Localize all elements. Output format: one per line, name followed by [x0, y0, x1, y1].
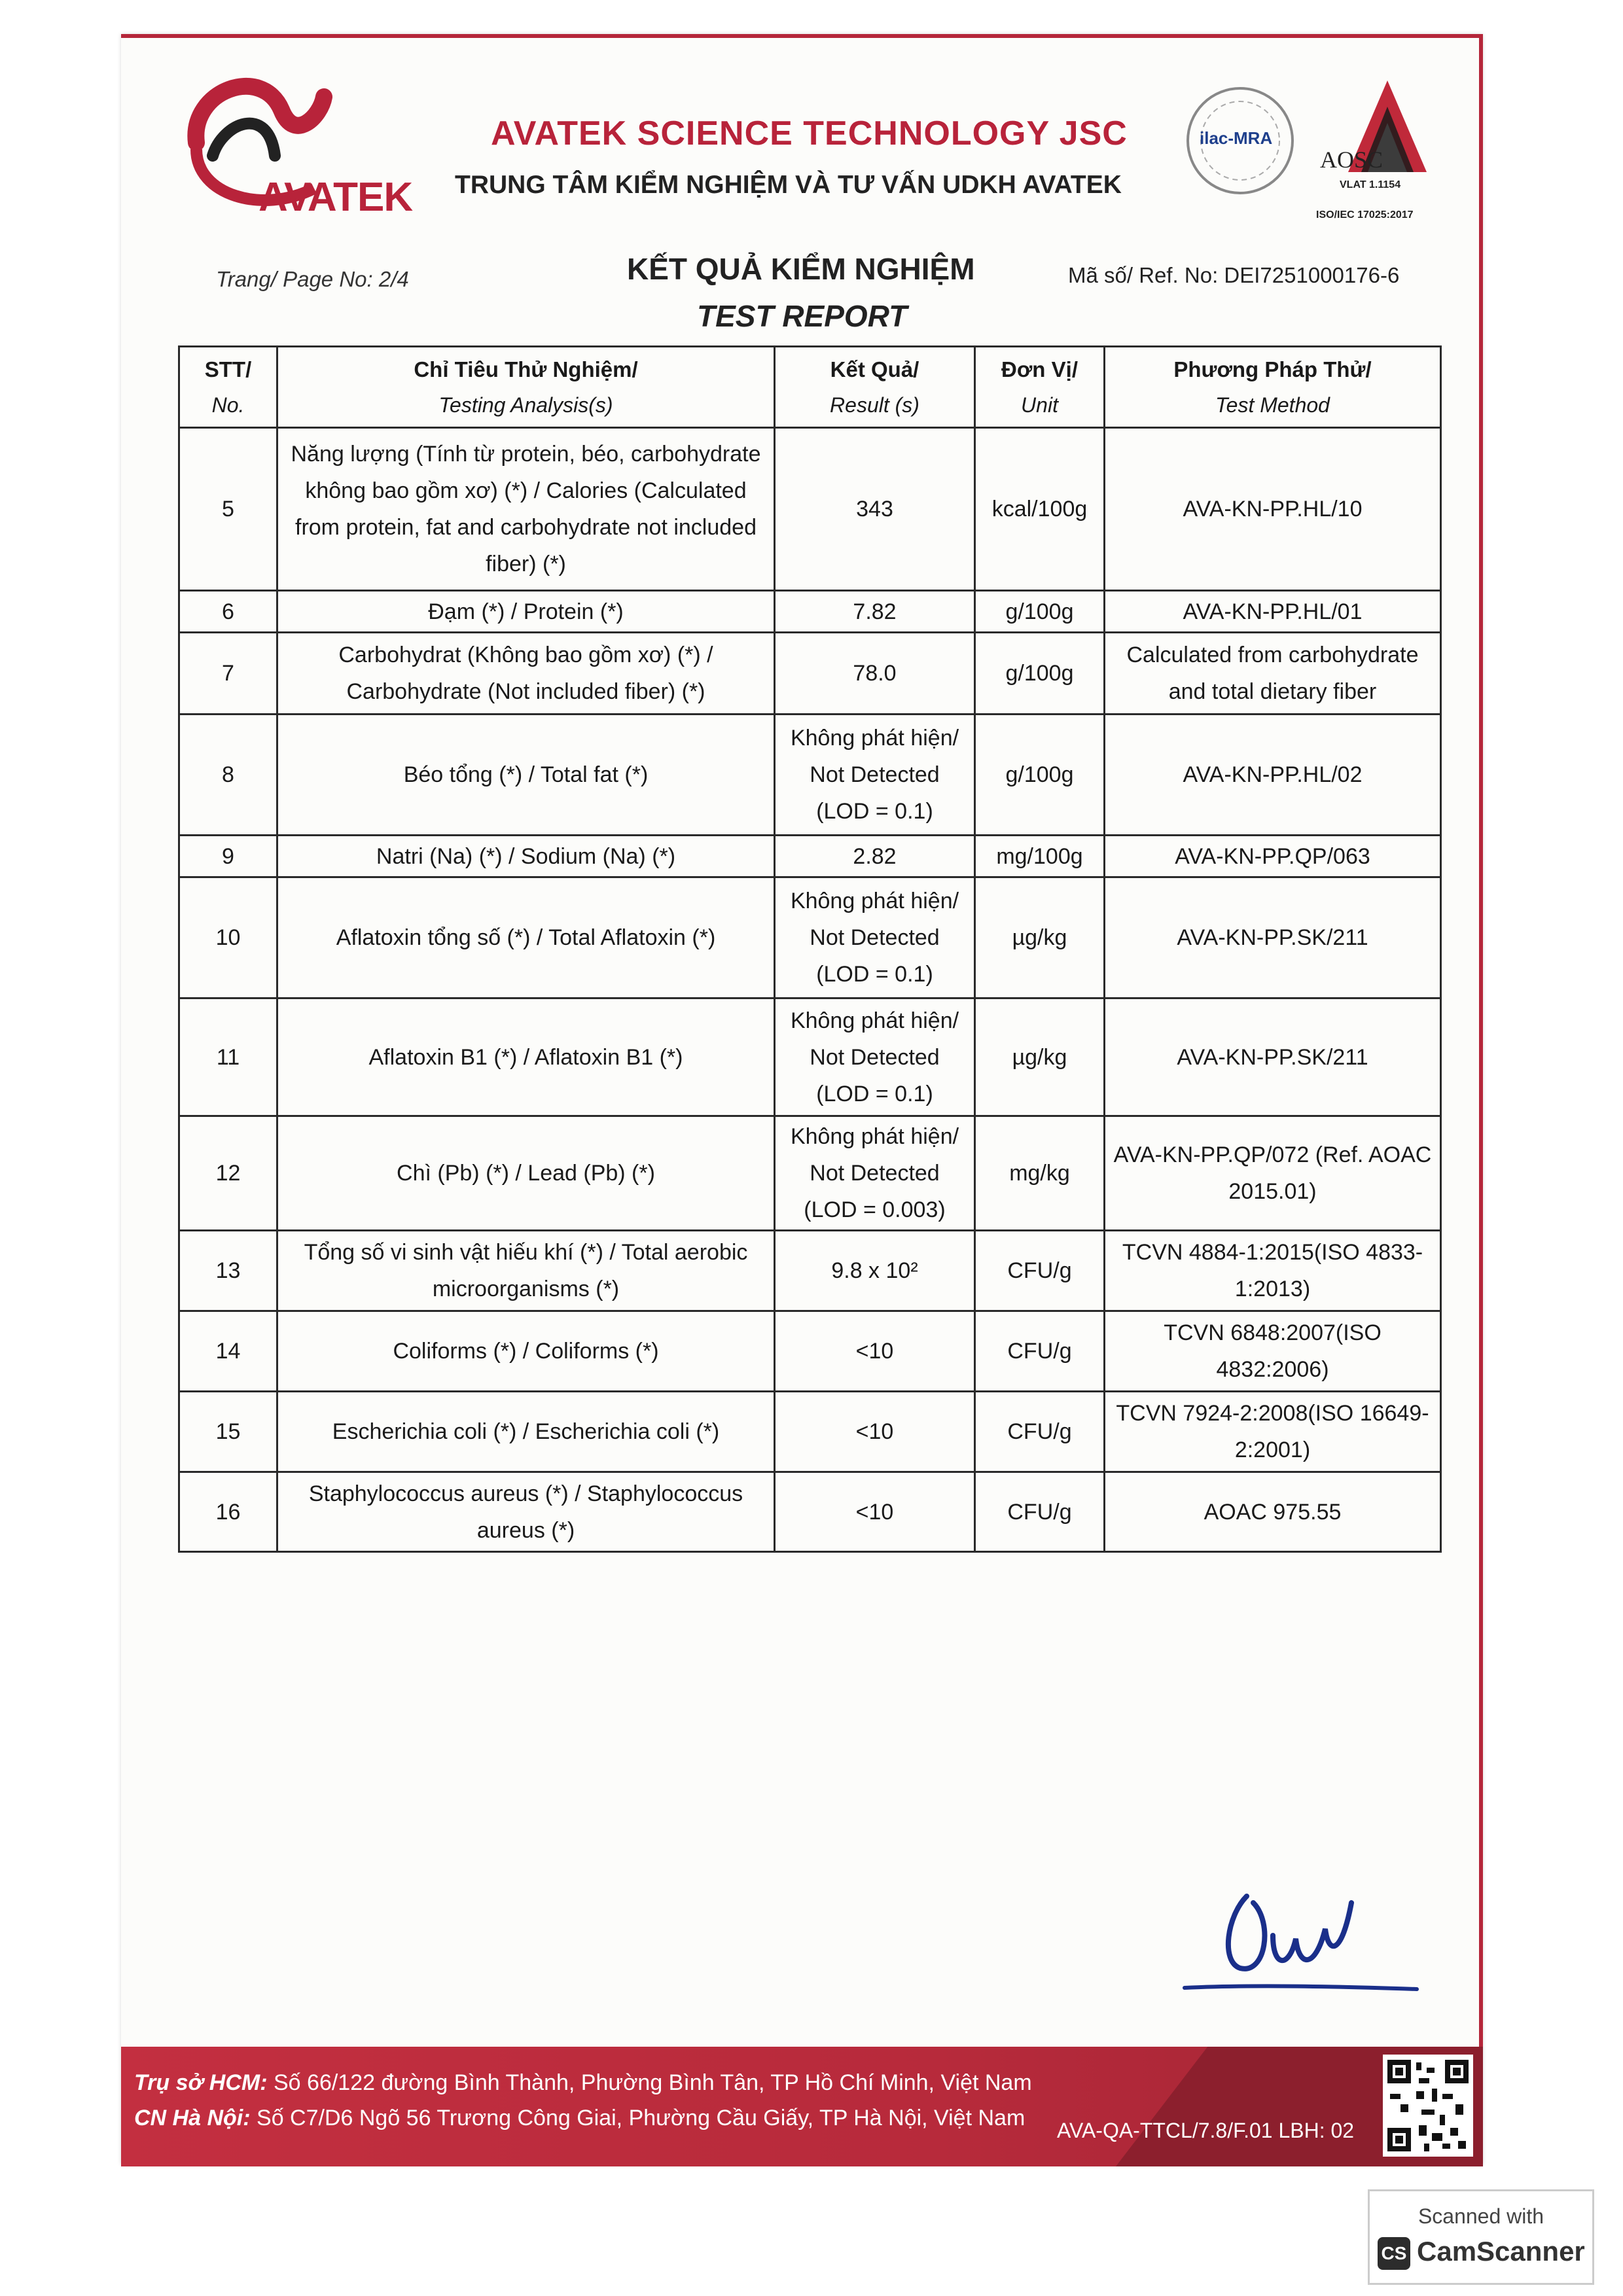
row-unit: mg/kg — [975, 1116, 1105, 1231]
row-analysis: Năng lượng (Tính từ protein, béo, carbohydrate không bao gồm xơ) (*) / Calories (Calculated from protein, fat and carbohydrate not included fiber) (*) — [277, 428, 775, 591]
row-unit: mg/100g — [975, 836, 1105, 877]
row-unit: g/100g — [975, 715, 1105, 836]
table-row — [179, 1392, 1441, 1472]
company-name: AVATEK SCIENCE TECHNOLOGY JSC — [491, 115, 1128, 152]
row-method: AVA-KN-PP.HL/01 — [1105, 591, 1441, 633]
reference-number: Mã số/ Ref. No: DEI7251000176-6 — [1068, 263, 1400, 287]
footer-bar — [121, 2047, 1483, 2166]
row-no: 14 — [179, 1311, 277, 1392]
table-row — [179, 1472, 1441, 1552]
row-result: 343 — [775, 428, 975, 591]
row-analysis: Staphylococcus aureus (*) / Staphylococcus aureus (*) — [277, 1472, 775, 1552]
row-no: 7 — [179, 633, 277, 715]
row-no: 11 — [179, 998, 277, 1116]
row-unit: g/100g — [975, 591, 1105, 633]
footer-hcm-address — [134, 2070, 1032, 2096]
table-row — [179, 1116, 1441, 1231]
row-no: 10 — [179, 877, 277, 998]
header-no: STT/ No. — [179, 347, 277, 428]
row-analysis: Escherichia coli (*) / Escherichia coli (*) — [277, 1392, 775, 1472]
row-result: 7.82 — [775, 591, 975, 633]
header-result: Kết Quả/ Result (s) — [775, 347, 975, 428]
hcm-address-text: Số 66/122 đường Bình Thành, Phường Bình Tân, TP Hồ Chí Minh, Việt Nam — [274, 2070, 1032, 2095]
row-method: TCVN 7924-2:2008(ISO 16649- 2:2001) — [1105, 1392, 1441, 1472]
row-result: 78.0 — [775, 633, 975, 715]
row-unit: CFU/g — [975, 1231, 1105, 1311]
row-method: AVA-KN-PP.SK/211 — [1105, 877, 1441, 998]
company-subtitle: TRUNG TÂM KIỂM NGHIỆM VÀ TƯ VẤN UDKH AVATEK — [455, 171, 1122, 199]
row-analysis: Đạm (*) / Protein (*) — [277, 591, 775, 633]
row-result: Không phát hiện/ Not Detected (LOD = 0.1) — [775, 998, 975, 1116]
table-row — [179, 591, 1441, 633]
row-result: 2.82 — [775, 836, 975, 877]
hcm-label: Trụ sở HCM: — [134, 2070, 268, 2095]
table-row — [179, 428, 1441, 591]
form-code: AVA-QA-TTCL/7.8/F.01 LBH: 02 — [1057, 2119, 1355, 2142]
table-row — [179, 877, 1441, 998]
row-no: 12 — [179, 1116, 277, 1231]
row-unit: CFU/g — [975, 1392, 1105, 1472]
row-analysis: Natri (Na) (*) / Sodium (Na) (*) — [277, 836, 775, 877]
row-method: Calculated from carbohydrate and total dietary fiber — [1105, 633, 1441, 715]
row-result: <10 — [775, 1472, 975, 1552]
table-row — [179, 715, 1441, 836]
row-analysis: Chì (Pb) (*) / Lead (Pb) (*) — [277, 1116, 775, 1231]
scanned-with-label: Scanned with — [1418, 2204, 1544, 2228]
row-method: AVA-KN-PP.SK/211 — [1105, 998, 1441, 1116]
row-no: 8 — [179, 715, 277, 836]
row-no: 16 — [179, 1472, 277, 1552]
row-method: TCVN 6848:2007(ISO 4832:2006) — [1105, 1311, 1441, 1392]
row-method: AVA-KN-PP.QP/063 — [1105, 836, 1441, 877]
report-title-en: TEST REPORT — [697, 299, 908, 333]
iso-standard: ISO/IEC 17025:2017 — [1316, 209, 1414, 221]
row-no: 6 — [179, 591, 277, 633]
table-row — [179, 1311, 1441, 1392]
table-row — [179, 998, 1441, 1116]
table-row — [179, 1231, 1441, 1311]
hn-address-text: Số C7/D6 Ngõ 56 Trương Công Giai, Phường Cầu Giấy, TP Hà Nội, Việt Nam — [257, 2106, 1026, 2130]
camscanner-brand: CamScanner — [1417, 2236, 1585, 2267]
table-row — [179, 836, 1441, 877]
row-unit: kcal/100g — [975, 428, 1105, 591]
aosc-label: AOSC — [1320, 147, 1383, 173]
table-row — [179, 633, 1441, 715]
header-testing-analysis: Chỉ Tiêu Thử Nghiệm/ Testing Analysis(s) — [277, 347, 775, 428]
row-analysis: Tổng số vi sinh vật hiếu khí (*) / Total aerobic microorganisms (*) — [277, 1231, 775, 1311]
vlat-code: VLAT 1.1154 — [1340, 179, 1401, 190]
signature — [1175, 1877, 1423, 2007]
logo-wordmark: AVATEK — [259, 175, 413, 220]
footer-hn-address — [134, 2106, 1025, 2131]
row-method: TCVN 4884-1:2015(ISO 4833- 1:2013) — [1105, 1231, 1441, 1311]
report-title-vn: KẾT QUẢ KIỂM NGHIỆM — [627, 252, 975, 286]
ilac-label: ilac-MRA — [1200, 128, 1273, 148]
row-no: 13 — [179, 1231, 277, 1311]
hn-label: CN Hà Nội: — [134, 2106, 251, 2130]
row-result: Không phát hiện/ Not Detected (LOD = 0.1) — [775, 715, 975, 836]
row-result: <10 — [775, 1311, 975, 1392]
row-analysis: Aflatoxin B1 (*) / Aflatoxin B1 (*) — [277, 998, 775, 1116]
row-unit: CFU/g — [975, 1472, 1105, 1552]
row-analysis: Béo tổng (*) / Total fat (*) — [277, 715, 775, 836]
row-no: 9 — [179, 836, 277, 877]
camscanner-logo-icon: CS — [1378, 2237, 1410, 2270]
row-unit: µg/kg — [975, 877, 1105, 998]
test-results-table — [178, 345, 1442, 1553]
camscanner-badge — [1368, 2189, 1594, 2285]
header-test-method: Phương Pháp Thử/ Test Method — [1105, 347, 1441, 428]
row-method: AVA-KN-PP.HL/10 — [1105, 428, 1441, 591]
row-no: 15 — [179, 1392, 277, 1472]
row-analysis: Coliforms (*) / Coliforms (*) — [277, 1311, 775, 1392]
row-result: 9.8 x 10² — [775, 1231, 975, 1311]
row-method: AOAC 975.55 — [1105, 1472, 1441, 1552]
row-unit: CFU/g — [975, 1311, 1105, 1392]
row-result: <10 — [775, 1392, 975, 1472]
page-number: Trang/ Page No: 2/4 — [216, 267, 409, 291]
row-unit: g/100g — [975, 633, 1105, 715]
header-unit: Đơn Vị/ Unit — [975, 347, 1105, 428]
row-analysis: Carbohydrat (Không bao gồm xơ) (*) / Carbohydrate (Not included fiber) (*) — [277, 633, 775, 715]
row-unit: µg/kg — [975, 998, 1105, 1116]
row-no: 5 — [179, 428, 277, 591]
table-header-row — [179, 347, 1441, 428]
qr-code-icon — [1383, 2055, 1473, 2157]
row-method: AVA-KN-PP.QP/072 (Ref. AOAC 2015.01) — [1105, 1116, 1441, 1231]
row-analysis: Aflatoxin tổng số (*) / Total Aflatoxin (*) — [277, 877, 775, 998]
row-result: Không phát hiện/ Not Detected (LOD = 0.003) — [775, 1116, 975, 1231]
row-method: AVA-KN-PP.HL/02 — [1105, 715, 1441, 836]
row-result: Không phát hiện/ Not Detected (LOD = 0.1) — [775, 877, 975, 998]
